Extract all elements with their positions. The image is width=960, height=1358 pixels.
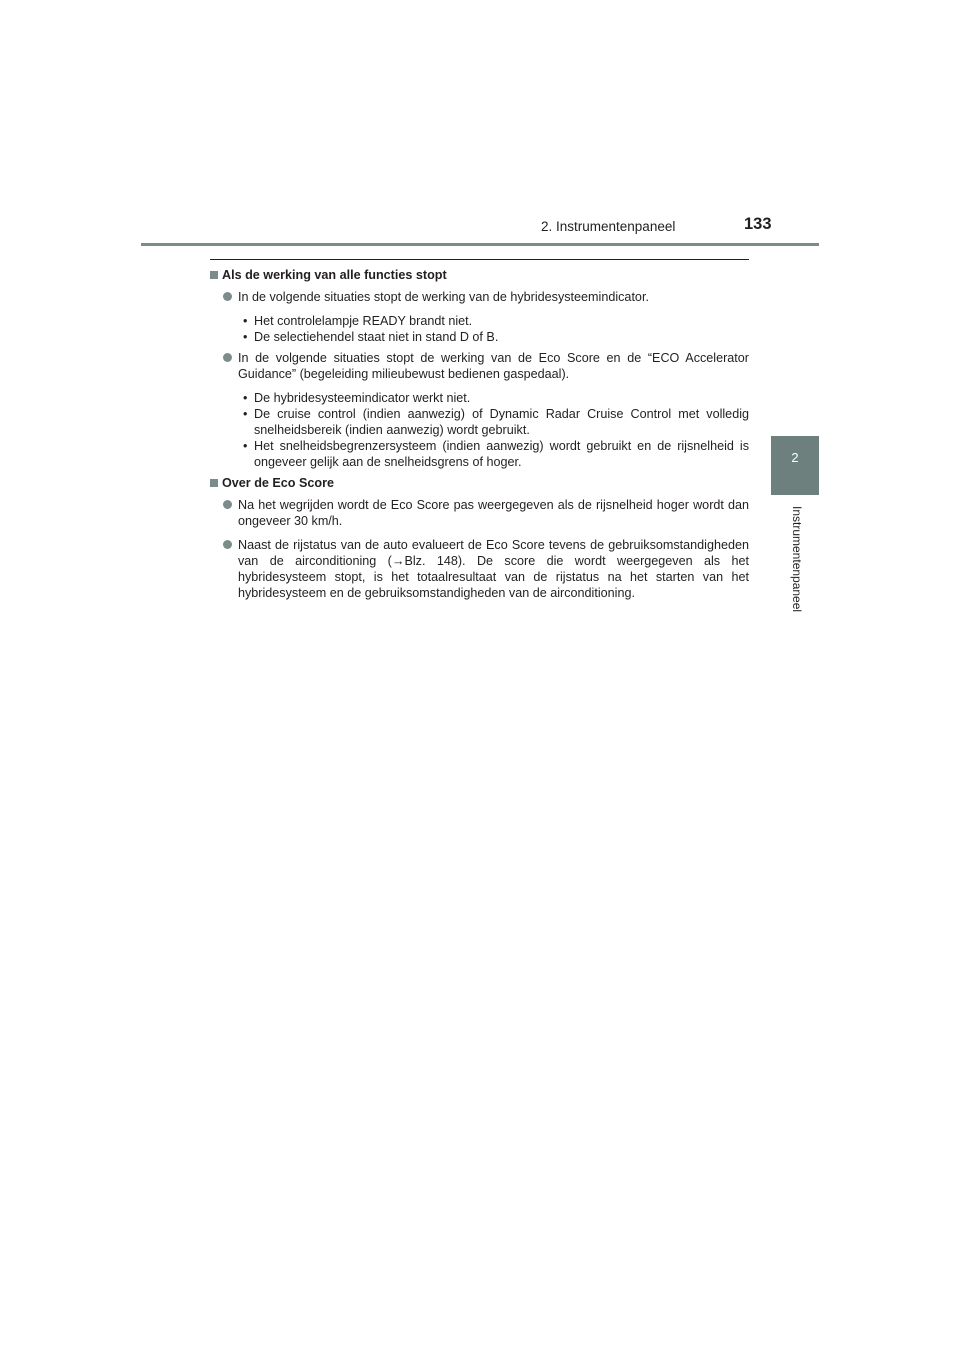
sub-item-text: De cruise control (indien aanwezig) of Dynamic Radar Cruise Control met volledig snelheidsbereik (indien aanwezig) wordt gebruikt. [254, 407, 749, 437]
sub-item-text: Het controlelampje READY brandt niet. [254, 314, 473, 328]
sub-bullet-mark: • [243, 391, 248, 405]
sub-item [210, 329, 749, 345]
bullet-text: Naast de rijstatus van de auto evalueert de Eco Score tevens de gebruiksomstandigheden van de airconditioning (→Blz. 148). De score die wordt weergegeven als het hybridesysteem stopt, is het totaalresultaat van de rijstatus na het starten van het hybridesysteem en de gebruiksomstandigheden van de airconditioning. [238, 538, 749, 600]
section-heading-text: Als de werking van alle functies stopt [222, 268, 447, 282]
round-bullet-icon [223, 292, 232, 301]
header-rule [141, 243, 819, 246]
sub-item [210, 406, 749, 438]
header-section-title: 2. Instrumentenpaneel [541, 219, 676, 234]
round-bullet-icon [223, 500, 232, 509]
chapter-tab-label: Instrumentenpaneel [790, 506, 804, 613]
square-bullet-icon [210, 271, 218, 279]
sub-item [210, 313, 749, 329]
chapter-tab: 2 [771, 436, 819, 495]
section-heading-text: Over de Eco Score [222, 476, 334, 490]
bullet-text: In de volgende situaties stopt de werking van de hybridesysteemindicator. [238, 290, 649, 304]
sub-bullet-mark: • [243, 330, 248, 344]
bullet-text: Na het wegrijden wordt de Eco Score pas weergegeven als de rijsnelheid hoger wordt dan ongeveer 30 km/h. [238, 498, 749, 528]
content-top-rule [210, 259, 749, 260]
section-heading [210, 267, 749, 283]
bullet-item [210, 497, 749, 529]
sub-item-text: De selectiehendel staat niet in stand D of B. [254, 330, 499, 344]
section-heading [210, 475, 749, 491]
round-bullet-icon [223, 353, 232, 362]
bullet-item [210, 289, 749, 305]
square-bullet-icon [210, 479, 218, 487]
sub-item-text: Het snelheidsbegrenzersysteem (indien aanwezig) wordt gebruikt en de rijsnelheid is ongeveer gelijk aan de snelheidsgrens of hoger. [254, 439, 749, 469]
round-bullet-icon [223, 540, 232, 549]
bullet-item [210, 537, 749, 601]
bullet-item [210, 350, 749, 382]
page-number: 133 [744, 215, 772, 233]
sub-list [210, 313, 749, 345]
sub-item [210, 438, 749, 470]
sub-item [210, 390, 749, 406]
content [210, 259, 749, 609]
bullet-text: In de volgende situaties stopt de werking van de Eco Score en de “ECO Accelerator Guidance” (begeleiding milieubewust bedienen gaspedaal). [238, 351, 749, 381]
sub-bullet-mark: • [243, 407, 248, 421]
sub-bullet-mark: • [243, 439, 248, 453]
sub-list [210, 390, 749, 470]
sub-bullet-mark: • [243, 314, 248, 328]
sub-item-text: De hybridesysteemindicator werkt niet. [254, 391, 471, 405]
